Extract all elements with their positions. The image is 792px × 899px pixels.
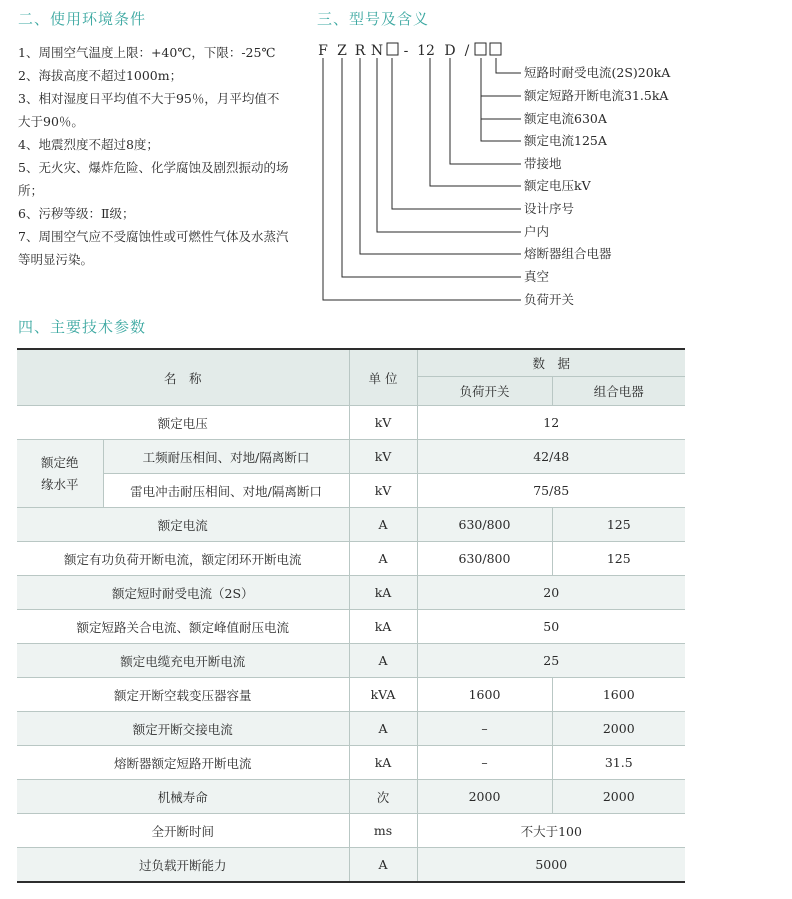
model-code-char: 12	[417, 43, 435, 59]
model-leader-line	[430, 58, 521, 186]
list-item: 等明显污染。	[18, 252, 94, 267]
model-meaning-label: 带接地	[524, 156, 562, 171]
list-item: 2、海拔高度不超过1000m；	[18, 68, 183, 83]
param-value-combo: 2000	[552, 712, 685, 746]
param-name: 额定有功负荷开断电流，额定闭环开断电流	[17, 542, 349, 576]
param-unit: 次	[349, 780, 417, 814]
model-meaning-label: 户内	[524, 224, 550, 239]
param-name: 熔断器额定短路开断电流	[17, 746, 349, 780]
model-leader-line	[323, 58, 521, 300]
model-meaning-label: 熔断器组合电器	[524, 246, 612, 261]
param-value-load-switch: –	[417, 712, 552, 746]
model-code-char: -	[403, 43, 409, 59]
param-value-combo: 125	[552, 542, 685, 576]
model-meaning-label: 额定短路开断电流31.5kA	[524, 88, 669, 103]
param-value: 75/85	[417, 474, 685, 508]
model-code-char: /	[464, 43, 470, 59]
model-leader-line	[392, 58, 521, 209]
param-value-combo: 2000	[552, 780, 685, 814]
param-value-combo: 125	[552, 508, 685, 542]
table-row	[17, 440, 685, 474]
param-name: 机械寿命	[17, 780, 349, 814]
param-value: 20	[417, 576, 685, 610]
model-leader-line	[481, 58, 521, 119]
table-row	[17, 678, 685, 712]
param-unit: kA	[349, 746, 417, 780]
param-unit: kA	[349, 576, 417, 610]
model-leader-line	[481, 58, 521, 141]
section3-title: 三、型号及含义	[317, 10, 430, 28]
model-code-char: N	[370, 43, 384, 59]
param-name: 额定电缆充电开断电流	[17, 644, 349, 678]
param-unit: ms	[349, 814, 417, 848]
model-code-box	[387, 43, 398, 55]
model-leader-line	[450, 58, 521, 164]
table-row	[17, 848, 685, 883]
model-meaning-label: 额定电流630A	[524, 111, 607, 126]
table-row	[17, 474, 685, 508]
model-meaning-label: 额定电流125A	[524, 133, 607, 148]
list-item: 1、周围空气温度上限：+40℃，下限：-25℃	[18, 45, 276, 60]
header-unit: 单 位	[349, 349, 417, 406]
param-unit: A	[349, 508, 417, 542]
list-item: 3、相对湿度日平均值不大于95％，月平均值不	[18, 91, 280, 106]
model-leader-line	[360, 58, 521, 254]
param-unit: A	[349, 712, 417, 746]
table-row	[17, 406, 685, 440]
param-name: 额定开断空载变压器容量	[17, 678, 349, 712]
table-row	[17, 712, 685, 746]
param-value-load-switch: 2000	[417, 780, 552, 814]
header-name: 名 称	[17, 349, 349, 406]
model-code-box	[475, 43, 486, 55]
table-row	[17, 780, 685, 814]
param-unit: A	[349, 848, 417, 883]
insulation-group-label	[17, 440, 103, 508]
table-header-row	[17, 349, 685, 377]
header-data: 数 据	[417, 349, 685, 377]
param-name: 额定电压	[17, 406, 349, 440]
model-meaning-label: 短路时耐受电流(2S)20kA	[524, 65, 671, 80]
param-value-load-switch: 630/800	[417, 542, 552, 576]
param-name: 过负载开断能力	[17, 848, 349, 883]
list-item: 4、地震烈度不超过8度；	[18, 137, 159, 152]
param-unit: kVA	[349, 678, 417, 712]
model-code-char: Z	[337, 43, 347, 59]
param-value: 不大于100	[417, 814, 685, 848]
param-unit: A	[349, 644, 417, 678]
table-row	[17, 542, 685, 576]
param-name: 雷电冲击耐压相间、对地/隔离断口	[103, 474, 349, 508]
param-value: 5000	[417, 848, 685, 883]
param-value-combo: 31.5	[552, 746, 685, 780]
param-name: 额定短路关合电流、额定峰值耐压电流	[17, 610, 349, 644]
param-name: 额定开断交接电流	[17, 712, 349, 746]
param-unit: kV	[349, 406, 417, 440]
list-item: 7、周围空气应不受腐蚀性或可燃性气体及水蒸汽	[18, 229, 289, 244]
model-leader-line	[342, 58, 521, 277]
model-leader-line	[377, 58, 521, 232]
param-value-combo: 1600	[552, 678, 685, 712]
model-meaning-label: 设计序号	[524, 201, 575, 216]
model-code-char: F	[318, 43, 328, 59]
header-load-switch: 负荷开关	[417, 377, 552, 406]
model-code-char: R	[354, 43, 366, 59]
model-code-box	[490, 43, 501, 55]
section4-title: 四、主要技术参数	[18, 318, 147, 336]
list-item: 6、污秽等级：Ⅱ级；	[18, 206, 135, 221]
list-item: 5、无火灾、爆炸危险、化学腐蚀及剧烈振动的场所；	[18, 160, 289, 198]
param-unit: A	[349, 542, 417, 576]
table-row	[17, 644, 685, 678]
model-leader-line	[496, 58, 521, 73]
table-row	[17, 746, 685, 780]
table-row	[17, 610, 685, 644]
table-row	[17, 814, 685, 848]
insulation-group-text: 额定绝缘水平	[40, 454, 79, 492]
param-value: 25	[417, 644, 685, 678]
param-unit: kV	[349, 474, 417, 508]
model-meaning-label: 真空	[524, 269, 550, 284]
param-name: 全开断时间	[17, 814, 349, 848]
section2-title: 二、使用环境条件	[18, 10, 147, 28]
param-value: 42/48	[417, 440, 685, 474]
technical-parameters-table	[17, 348, 685, 883]
header-combo: 组合电器	[552, 377, 685, 406]
model-meaning-label: 负荷开关	[524, 292, 575, 307]
model-leader-line	[481, 58, 521, 96]
param-value: 12	[417, 406, 685, 440]
environment-conditions-list	[18, 41, 308, 271]
param-unit: kV	[349, 440, 417, 474]
param-unit: kA	[349, 610, 417, 644]
list-item: 大于90％。	[18, 114, 84, 129]
param-value-load-switch: 630/800	[417, 508, 552, 542]
table-row	[17, 576, 685, 610]
table-row	[17, 508, 685, 542]
param-name: 额定电流	[17, 508, 349, 542]
param-value-load-switch: 1600	[417, 678, 552, 712]
model-meaning-label: 额定电压kV	[524, 178, 591, 193]
param-value-load-switch: –	[417, 746, 552, 780]
param-name: 工频耐压相间、对地/隔离断口	[103, 440, 349, 474]
param-name: 额定短时耐受电流（2S）	[17, 576, 349, 610]
model-code-char: D	[444, 43, 456, 59]
param-value: 50	[417, 610, 685, 644]
